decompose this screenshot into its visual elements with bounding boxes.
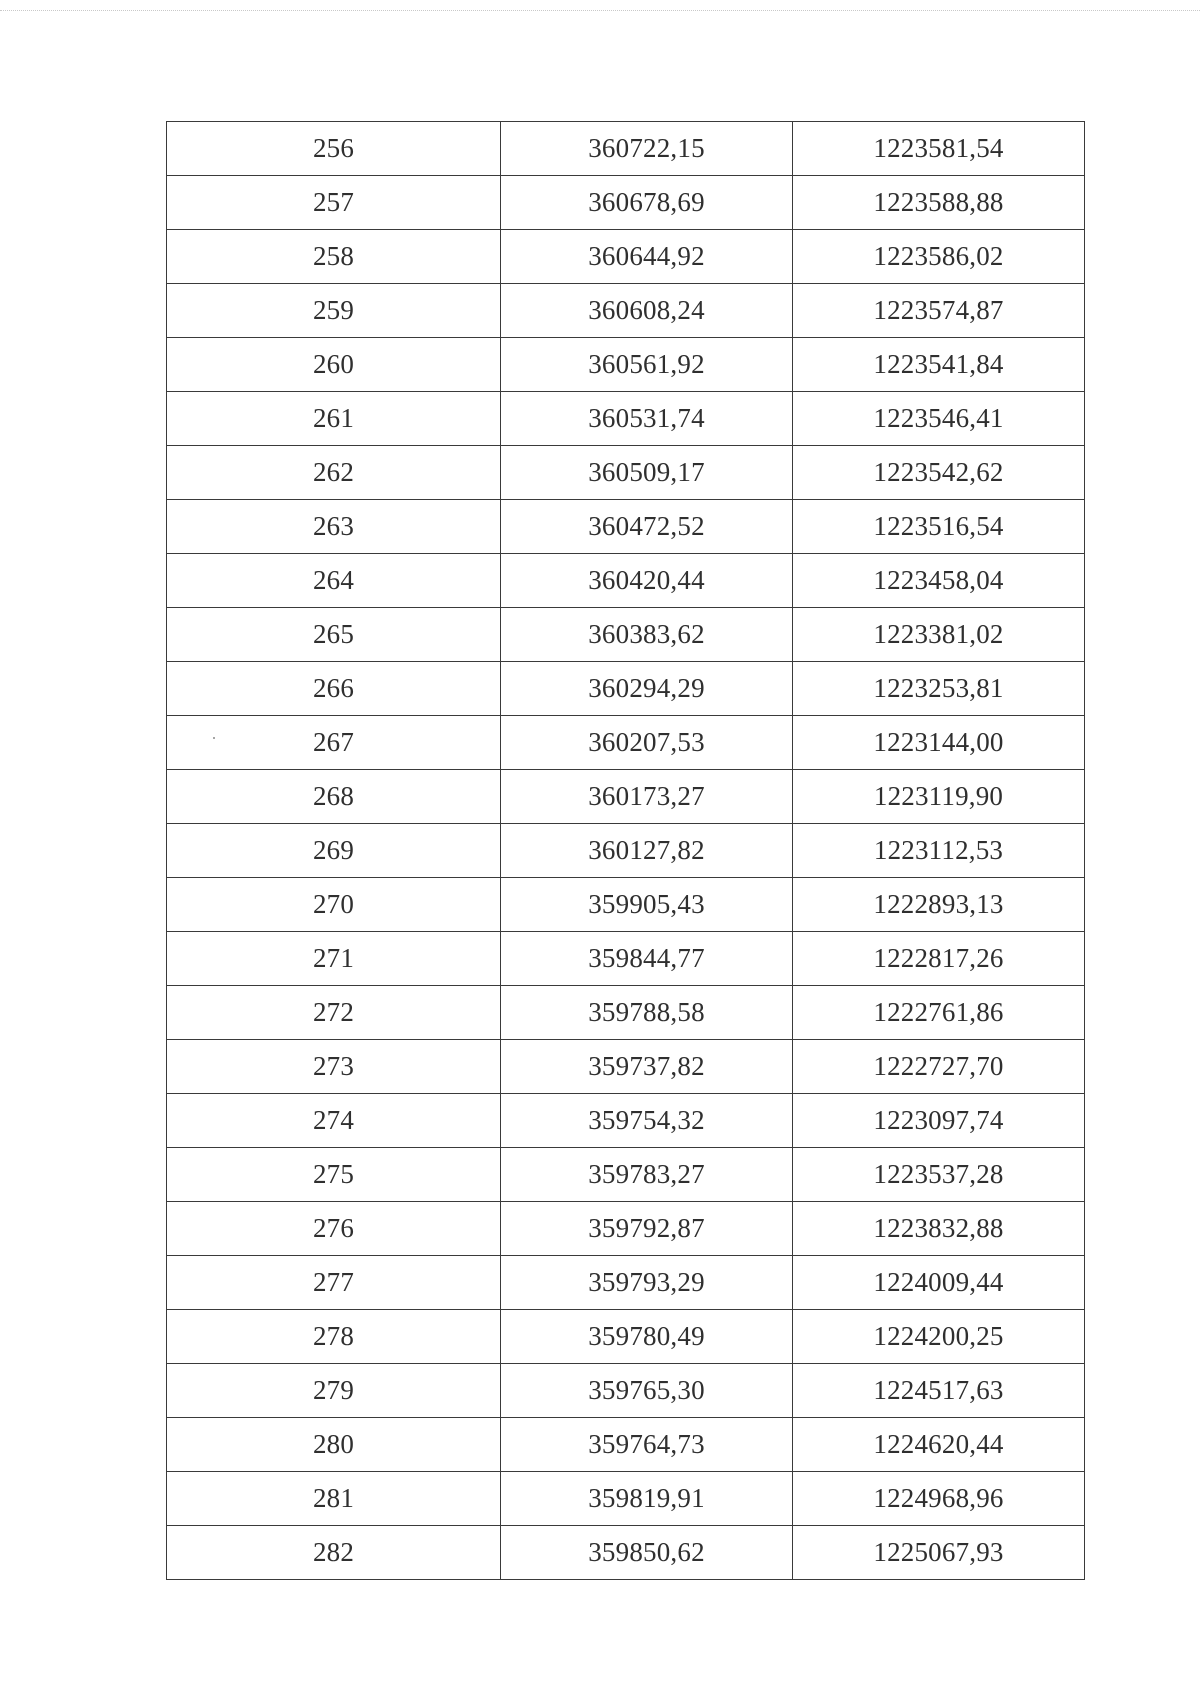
point-number-cell: 279	[167, 1364, 501, 1418]
x-coordinate-cell: 359792,87	[501, 1202, 793, 1256]
table-row	[167, 1526, 1085, 1580]
y-coordinate-cell: 1223588,88	[793, 176, 1085, 230]
table-row	[167, 986, 1085, 1040]
point-number-cell: 259	[167, 284, 501, 338]
x-coordinate-cell: 359764,73	[501, 1418, 793, 1472]
table-row	[167, 392, 1085, 446]
table-row	[167, 554, 1085, 608]
y-coordinate-cell: 1224620,44	[793, 1418, 1085, 1472]
table-row	[167, 1418, 1085, 1472]
x-coordinate-cell: 359780,49	[501, 1310, 793, 1364]
y-coordinate-cell: 1223516,54	[793, 500, 1085, 554]
point-number-cell: 257	[167, 176, 501, 230]
scan-edge-line	[0, 10, 1200, 11]
y-coordinate-cell: 1223586,02	[793, 230, 1085, 284]
coordinates-table-body	[167, 122, 1085, 1580]
point-number-cell: 273	[167, 1040, 501, 1094]
y-coordinate-cell: 1223832,88	[793, 1202, 1085, 1256]
table-row	[167, 1094, 1085, 1148]
x-coordinate-cell: 360472,52	[501, 500, 793, 554]
table-row	[167, 608, 1085, 662]
point-number-cell: 260	[167, 338, 501, 392]
x-coordinate-cell: 360294,29	[501, 662, 793, 716]
x-coordinate-cell: 359783,27	[501, 1148, 793, 1202]
point-number-cell: 256	[167, 122, 501, 176]
x-coordinate-cell: 360531,74	[501, 392, 793, 446]
x-coordinate-cell: 360509,17	[501, 446, 793, 500]
x-coordinate-cell: 359737,82	[501, 1040, 793, 1094]
point-number-cell: 265	[167, 608, 501, 662]
y-coordinate-cell: 1225067,93	[793, 1526, 1085, 1580]
y-coordinate-cell: 1223542,62	[793, 446, 1085, 500]
y-coordinate-cell: 1224009,44	[793, 1256, 1085, 1310]
point-number-cell: 277	[167, 1256, 501, 1310]
table-row	[167, 1202, 1085, 1256]
x-coordinate-cell: 360420,44	[501, 554, 793, 608]
y-coordinate-cell: 1224517,63	[793, 1364, 1085, 1418]
table-row	[167, 1364, 1085, 1418]
y-coordinate-cell: 1223458,04	[793, 554, 1085, 608]
table-row	[167, 1310, 1085, 1364]
table-row	[167, 1040, 1085, 1094]
x-coordinate-cell: 360722,15	[501, 122, 793, 176]
x-coordinate-cell: 359793,29	[501, 1256, 793, 1310]
point-number-cell: 269	[167, 824, 501, 878]
table-row	[167, 1472, 1085, 1526]
y-coordinate-cell: 1222761,86	[793, 986, 1085, 1040]
x-coordinate-cell: 360678,69	[501, 176, 793, 230]
table-row	[167, 500, 1085, 554]
y-coordinate-cell: 1223112,53	[793, 824, 1085, 878]
point-number-cell: 261	[167, 392, 501, 446]
point-number-cell: 281	[167, 1472, 501, 1526]
table-row	[167, 1256, 1085, 1310]
point-number-cell: 278	[167, 1310, 501, 1364]
table-row	[167, 878, 1085, 932]
y-coordinate-cell: 1224200,25	[793, 1310, 1085, 1364]
x-coordinate-cell: 359819,91	[501, 1472, 793, 1526]
table-row	[167, 770, 1085, 824]
table-row	[167, 284, 1085, 338]
point-number-cell: 275	[167, 1148, 501, 1202]
point-number-cell: 268	[167, 770, 501, 824]
point-number-cell: 270	[167, 878, 501, 932]
y-coordinate-cell: 1223097,74	[793, 1094, 1085, 1148]
y-coordinate-cell: 1223119,90	[793, 770, 1085, 824]
point-number-cell: 271	[167, 932, 501, 986]
y-coordinate-cell: 1222817,26	[793, 932, 1085, 986]
table-row	[167, 446, 1085, 500]
x-coordinate-cell: 359844,77	[501, 932, 793, 986]
x-coordinate-cell: 359850,62	[501, 1526, 793, 1580]
x-coordinate-cell: 360644,92	[501, 230, 793, 284]
y-coordinate-cell: 1223546,41	[793, 392, 1085, 446]
y-coordinate-cell: 1223581,54	[793, 122, 1085, 176]
x-coordinate-cell: 359905,43	[501, 878, 793, 932]
y-coordinate-cell: 1222893,13	[793, 878, 1085, 932]
point-number-cell: 272	[167, 986, 501, 1040]
point-number-cell: 276	[167, 1202, 501, 1256]
x-coordinate-cell: 360561,92	[501, 338, 793, 392]
y-coordinate-cell: 1223144,00	[793, 716, 1085, 770]
point-number-cell: 274	[167, 1094, 501, 1148]
y-coordinate-cell: 1223574,87	[793, 284, 1085, 338]
x-coordinate-cell: 360207,53	[501, 716, 793, 770]
x-coordinate-cell: 359754,32	[501, 1094, 793, 1148]
table-row	[167, 176, 1085, 230]
table-row	[167, 122, 1085, 176]
y-coordinate-cell: 1223537,28	[793, 1148, 1085, 1202]
y-coordinate-cell: 1223253,81	[793, 662, 1085, 716]
y-coordinate-cell: 1223381,02	[793, 608, 1085, 662]
table-row	[167, 1148, 1085, 1202]
y-coordinate-cell: 1223541,84	[793, 338, 1085, 392]
y-coordinate-cell: 1222727,70	[793, 1040, 1085, 1094]
table-row	[167, 716, 1085, 770]
coordinates-table	[166, 121, 1085, 1580]
y-coordinate-cell: 1224968,96	[793, 1472, 1085, 1526]
point-number-cell: 282	[167, 1526, 501, 1580]
table-row	[167, 932, 1085, 986]
x-coordinate-cell: 359788,58	[501, 986, 793, 1040]
point-number-cell: 258	[167, 230, 501, 284]
x-coordinate-cell: 360608,24	[501, 284, 793, 338]
table-row	[167, 338, 1085, 392]
point-number-cell: 264	[167, 554, 501, 608]
x-coordinate-cell: 359765,30	[501, 1364, 793, 1418]
table-row	[167, 662, 1085, 716]
point-number-cell: 262	[167, 446, 501, 500]
point-number-cell: 266	[167, 662, 501, 716]
point-number-cell: 263	[167, 500, 501, 554]
x-coordinate-cell: 360383,62	[501, 608, 793, 662]
table-row	[167, 230, 1085, 284]
table-row	[167, 824, 1085, 878]
point-number-cell: 280	[167, 1418, 501, 1472]
x-coordinate-cell: 360127,82	[501, 824, 793, 878]
point-number-cell: 267	[167, 716, 501, 770]
x-coordinate-cell: 360173,27	[501, 770, 793, 824]
